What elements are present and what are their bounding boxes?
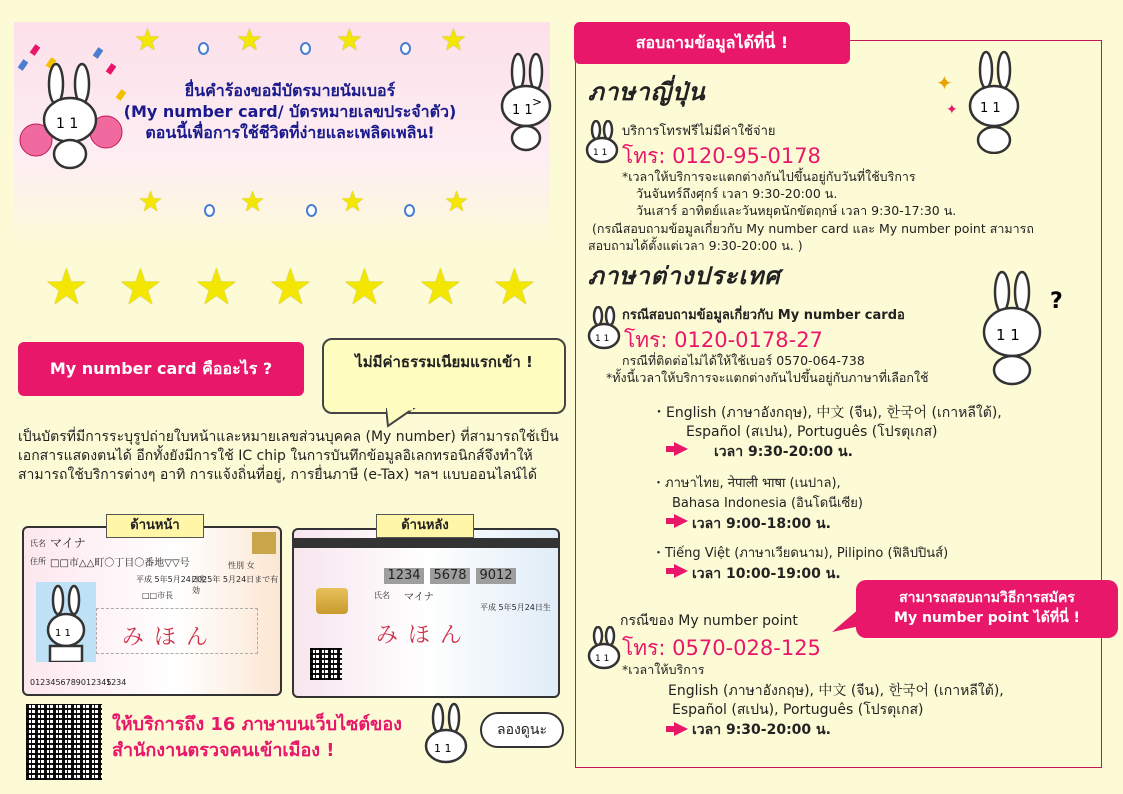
svg-text:1 1: 1 1 (512, 103, 533, 118)
jp-service-label: บริการโทรฟรีไม่มีค่าใช้จ่าย (622, 124, 776, 139)
arrow-icon (674, 442, 688, 456)
back-sample-stamp: みほん (376, 623, 473, 648)
card-expiry: 2025年 5月24日まで有効 (192, 575, 279, 595)
card-description: เป็นบัตรที่มีการระบุรูปถ่ายใบหน้าและหมายเลขส่วนบุคคล (My number) ที่สามารถใช้เป็นเอกสารแสดงตนได้ อีกทั้งยังมีการใช้ IC chip ในการบันทึกข้อมูลอิเลกทรอนิกส์จึงทำให้สามารถใช้บริการต่างๆ อาทิ การแจ้งถิ่นที่อยู่, การยื่นภาษี (e-Tax) ฯลฯ แบบออนไลน์ได้ (18, 429, 559, 483)
lang-group-3-time: เวลา 10:00-19:00 น. (692, 566, 841, 582)
lang-group-1-line-1: ・English (ภาษาอังกฤษ), 中文 (จีน), 한국어 (เกาหลีใต้), (652, 405, 1002, 421)
point-langs-1: English (ภาษาอังกฤษ), 中文 (จีน), 한국어 (เกาหลีใต้), (668, 683, 1004, 699)
point-time-label: *เวลาให้บริการ (622, 662, 705, 677)
small-rabbit-icon (584, 120, 620, 166)
back-name: マイナ (404, 592, 434, 603)
try-it-bubble: ลองดูนะ (480, 712, 564, 748)
svg-text:✦: ✦ (946, 102, 958, 118)
star-icon: ★ (336, 23, 363, 58)
card-num-1: 1234 (384, 568, 424, 584)
arrow-icon (666, 518, 674, 524)
small-rabbit-icon (586, 626, 622, 672)
arrow-icon (674, 514, 688, 528)
svg-text:1 1: 1 1 (980, 101, 1001, 116)
arrow-icon (666, 568, 674, 574)
card-sex: 性別 女 (228, 561, 255, 570)
japanese-heading: ภาษาญี่ปุ่น (588, 78, 706, 106)
svg-text:>: > (532, 95, 543, 109)
small-rabbit-icon (586, 306, 622, 352)
card-alt-phone: กรณีที่ติดต่อไม่ได้ให้ใช้เบอร์ 0570-064-738 (622, 353, 865, 368)
card-num-2: 5678 (430, 568, 470, 584)
star-icon: ★ (138, 185, 164, 218)
card-number-bottom: 0123456789012345 (30, 678, 112, 687)
arrow-icon (666, 446, 674, 452)
ic-chip-icon (316, 588, 348, 614)
point-bubble-line-2: My number point ได้ที่นี่ ! (894, 610, 1080, 626)
address-label: 住所 (30, 557, 46, 566)
magnetic-strip (294, 538, 558, 548)
dot-decoration (400, 42, 411, 55)
point-bubble-line-1: สามารถสอบถามวิธีการสมัคร (899, 590, 1075, 606)
name-label: 氏名 (30, 539, 46, 548)
star-icon: ★ (340, 185, 366, 218)
bubble-tail (832, 608, 862, 634)
star-icon: ★ (444, 185, 470, 218)
star-icon: ★ (118, 258, 163, 316)
arrow-icon (674, 564, 688, 578)
rabbit-mascot (416, 700, 476, 780)
svg-text:1 1: 1 1 (434, 742, 452, 755)
star-icon: ★ (268, 258, 313, 316)
star-icon: ★ (492, 258, 537, 316)
svg-text:1 1: 1 1 (595, 334, 610, 344)
card-city: □□市長 (142, 591, 174, 600)
back-tag: ด้านหลัง (376, 514, 474, 538)
card-bottom-code: 1234 (106, 678, 127, 687)
point-info-bubble (856, 580, 1118, 638)
dot-decoration (306, 204, 317, 217)
star-icon: ★ (418, 258, 463, 316)
svg-text:1 1: 1 1 (595, 654, 610, 664)
what-is-card-button[interactable]: My number card คืออะไร ? (18, 342, 304, 396)
lang-group-2-time: เวลา 9:00-18:00 น. (692, 516, 831, 532)
star-icon: ★ (236, 23, 263, 58)
card-name: マイナ (50, 536, 86, 550)
jp-note-2: วันเสาร์ อาทิตย์และวันหยุดนักขัตฤกษ์ เวลา 9:30-17:30 น. (636, 203, 957, 218)
lang-group-2-line-1: ・ภาษาไทย, नेपाली भाषा (เนปาล), (652, 476, 841, 491)
jp-note-1: วันจันทร์ถึงศุกร์ เวลา 9:30-20:00 น. (636, 186, 838, 201)
star-icon: ★ (240, 185, 266, 218)
card-photo (36, 582, 96, 662)
no-fee-text: ไม่มีค่าธรรมเนียมแรกเข้า ! (355, 353, 533, 371)
no-fee-bubble (322, 338, 566, 414)
sample-stamp: みほん (122, 625, 219, 650)
front-tag: ด้านหน้า (106, 514, 204, 538)
jp-note-3: (กรณีสอบถามข้อมูลเกี่ยวกับ My number card และ My number point สามารถ (592, 221, 1034, 236)
star-icon: ★ (440, 23, 467, 58)
star-icon: ★ (194, 258, 239, 316)
jp-note-4: สอบถามได้ตั้งแต่เวลา 9:30-20:00 น. ) (588, 238, 803, 253)
svg-text:1 1: 1 1 (56, 116, 79, 132)
back-name-label: 氏名 (374, 591, 390, 600)
star-icon: ★ (44, 258, 89, 316)
dot-decoration (404, 204, 415, 217)
lang-group-2-line-2: Bahasa Indonesia (อินโดนีเซีย) (672, 496, 863, 511)
dot-decoration (300, 42, 311, 55)
banner-line-3: ตอนนี้เพื่อการใช้ชีวิตที่ง่ายและเพลิดเพลิน! (145, 123, 435, 142)
arrow-icon (674, 722, 688, 736)
card-address: □□市△△町〇丁目〇番地▽▽号 (50, 558, 190, 569)
jp-phone[interactable]: โทร: 0120-95-0178 (622, 144, 821, 168)
dot-decoration (204, 204, 215, 217)
banner-headline (60, 80, 520, 143)
star-icon: ★ (134, 23, 161, 58)
back-dob: 平成 5年5月24日生 (480, 603, 551, 612)
thinking-rabbit-mascot (936, 50, 1026, 154)
card-phone[interactable]: โทร: 0120-0178-27 (624, 328, 823, 352)
arrow-icon (666, 726, 674, 732)
jp-note-0: *เวลาให้บริการจะแตกต่างกันไปขึ้นอยู่กับวันที่ใช้บริการ (622, 169, 916, 184)
card-badge (252, 532, 276, 554)
back-qr-code (310, 648, 342, 680)
foreign-heading: ภาษาต่างประเทศ (588, 262, 781, 290)
card-num-3: 9012 (476, 568, 516, 584)
website-qr-code[interactable] (26, 704, 102, 780)
back-card-image (292, 528, 560, 698)
dot-decoration (198, 42, 209, 55)
languages-promo: ให้บริการถึง 16 ภาษาบนเว็บไซต์ของสำนักงานตรวจคนเข้าเมือง ! (112, 714, 402, 761)
svg-text:?: ? (1050, 289, 1063, 314)
point-langs-2: Español (สเปน), Português (โปรตุเกส) (672, 702, 924, 718)
lang-group-1-time: เวลา 9:30-20:00 น. (714, 444, 853, 460)
lang-group-3-line-1: ・Tiếng Việt (ภาษาเวียดนาม), Pilipino (ฟิลิปปินส์) (652, 546, 949, 561)
point-phone[interactable]: โทร: 0570-028-125 (622, 636, 821, 660)
card-dob: 平成 5年5月24日生 (136, 575, 207, 584)
card-case-label: กรณีสอบถามข้อมูลเกี่ยวกับ My number cardอ (622, 308, 905, 323)
contact-title: สอบถามข้อมูลได้ที่นี่ ! (574, 22, 850, 64)
svg-text:1 1: 1 1 (593, 148, 608, 158)
point-time: เวลา 9:30-20:00 น. (692, 722, 831, 738)
card-note: *ทั้งนี้เวลาให้บริการจะแตกต่างกันไปขึ้นอยู่กับภาษาที่เลือกใช้ (606, 370, 929, 385)
star-icon: ★ (342, 258, 387, 316)
svg-text:1 1: 1 1 (996, 326, 1020, 344)
front-card-image (22, 526, 282, 696)
svg-text:1 1: 1 1 (55, 628, 71, 639)
bubble-tail (386, 408, 416, 428)
lang-group-1-line-2: Español (สเปน), Português (โปรตุเกส) (686, 424, 938, 440)
question-rabbit-mascot (976, 268, 1076, 388)
banner-line-1: ยื่นคำร้องขอมีบัตรมายนัมเบอร์ (184, 81, 396, 100)
banner-line-2: (My number card/ บัตรหมายเลขประจำตัว) (123, 102, 457, 121)
svg-text:✦: ✦ (936, 71, 953, 95)
point-case-label: กรณีของ My number point (620, 613, 798, 629)
